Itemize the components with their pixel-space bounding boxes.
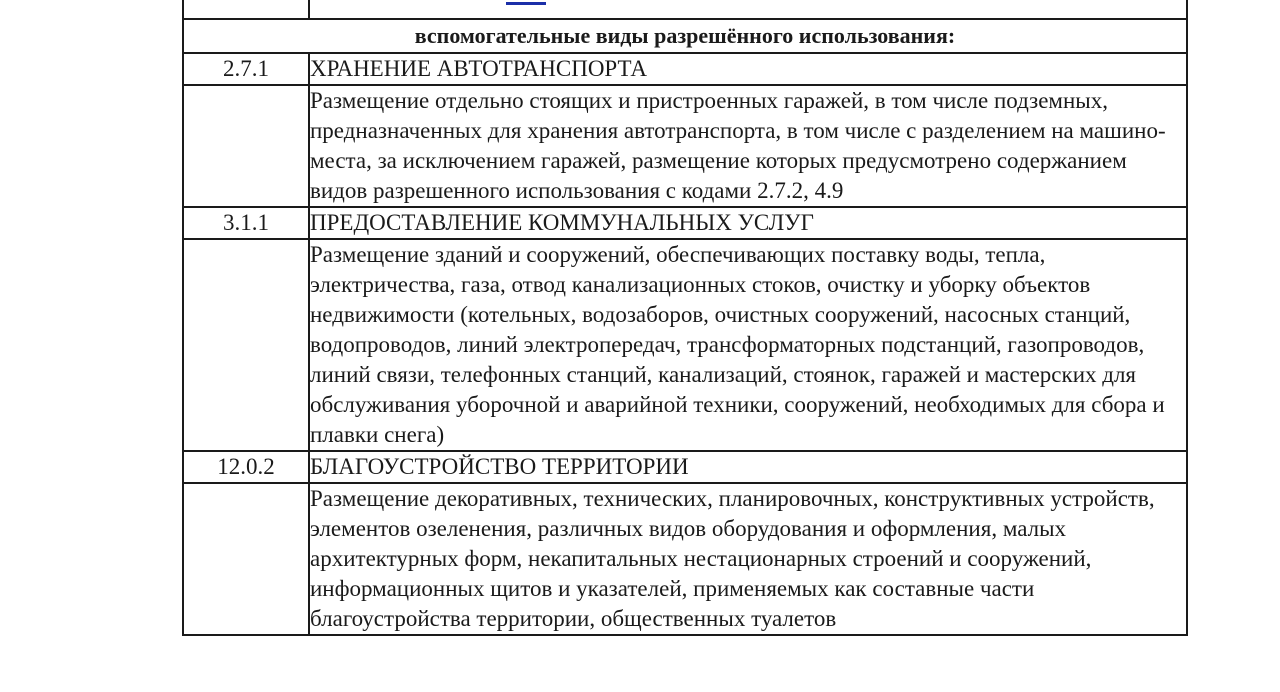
table-row xyxy=(183,53,1187,85)
land-use-table xyxy=(182,0,1188,636)
use-code: 3.1.1 xyxy=(183,207,309,239)
cut-off-previous-row xyxy=(183,0,1187,19)
use-description: Размещение зданий и сооружений, обеспечивающих поставку воды, тепла, электричества, газа, отвод канализационных стоков, очистку и уборку объектов недвижимости (котельных, водозаборов, очистных сооружений, насосных станций, водопроводов, линий электропередач, трансформаторных подстанций, газопроводов, линий связи, телефонных станций, канализаций, стоянок, гаражей и мастерских для обслуживания уборочной и аварийной техники, сооружений, необходимых для сбора и плавки снега) xyxy=(309,239,1187,451)
use-name: ПРЕДОСТАВЛЕНИЕ КОММУНАЛЬНЫХ УСЛУГ xyxy=(309,207,1187,239)
table-row xyxy=(183,207,1187,239)
table-row xyxy=(183,451,1187,483)
use-code: 2.7.1 xyxy=(183,53,309,85)
table-row-description xyxy=(183,483,1187,635)
table-row-description xyxy=(183,85,1187,207)
table-row-description xyxy=(183,239,1187,451)
use-name: БЛАГОУСТРОЙСТВО ТЕРРИТОРИИ xyxy=(309,451,1187,483)
use-code: 12.0.2 xyxy=(183,451,309,483)
section-heading: вспомогательные виды разрешённого использования: xyxy=(183,19,1187,53)
use-description: Размещение отдельно стоящих и пристроенных гаражей, в том числе подземных, предназначенных для хранения автотранспорта, в том числе с разделением на машино-места, за исключением гаражей, размещение которых предусмотрено содержанием видов разрешенного использования с кодами 2.7.2, 4.9 xyxy=(309,85,1187,207)
section-heading-row xyxy=(183,19,1187,53)
use-name: ХРАНЕНИЕ АВТОТРАНСПОРТА xyxy=(309,53,1187,85)
truncated-link xyxy=(506,2,546,5)
use-description: Размещение декоративных, технических, планировочных, конструктивных устройств, элементов озеленения, различных видов оборудования и оформления, малых архитектурных форм, некапитальных нестационарных строений и сооружений, информационных щитов и указателей, применяемых как составные части благоустройства территории, общественных туалетов xyxy=(309,483,1187,635)
